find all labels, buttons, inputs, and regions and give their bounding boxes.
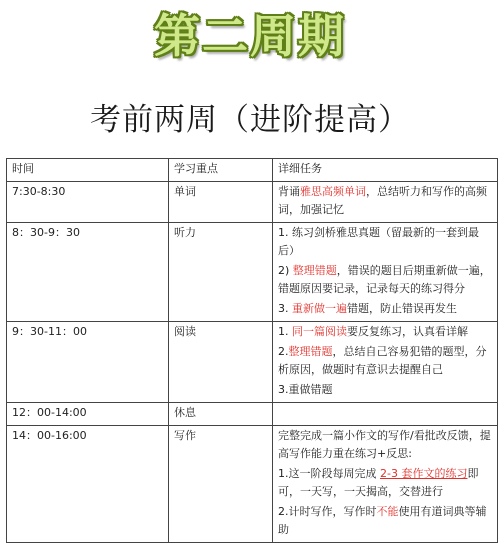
time-cell: 7:30-8:30 <box>7 182 169 223</box>
table-row <box>7 223 498 322</box>
time-cell: 14：00-16:00 <box>7 426 169 543</box>
detail-line <box>278 343 492 379</box>
detail-text: ，总结听力和写作的高频词，加强记忆 <box>278 185 487 216</box>
detail-text: 1. 练习剑桥雅思真题（留最新的一套到最后） <box>278 226 479 257</box>
detail-line <box>278 323 492 341</box>
detail-text: ，总结自己容易犯错的题型，分析原因，做题时有意识去提醒自己 <box>278 345 487 376</box>
detail-line <box>278 183 492 219</box>
detail-line <box>278 224 492 260</box>
detail-text: 1.这一阶段每周完成 <box>278 467 380 480</box>
focus-cell: 单词 <box>169 182 273 223</box>
header-detail: 详细任务 <box>273 159 498 182</box>
detail-text: 完整完成一篇小作文的写作/看批改反馈，提高写作能力重在练习+反思: <box>278 429 491 460</box>
focus-cell: 休息 <box>169 403 273 426</box>
focus-cell: 写作 <box>169 426 273 543</box>
header-focus: 学习重点 <box>169 159 273 182</box>
detail-line <box>278 427 492 463</box>
detail-cell <box>273 403 498 426</box>
week-title: 第二周期 <box>154 9 346 63</box>
detail-line <box>278 465 492 501</box>
table-row <box>7 182 498 223</box>
highlight-text: 雅思高频单词 <box>300 185 366 198</box>
detail-line <box>278 381 492 399</box>
detail-cell <box>273 182 498 223</box>
detail-text: 2) <box>278 264 293 277</box>
detail-text: 即可，一天写，一天揭高，交替进行 <box>278 467 479 498</box>
time-cell: 8：30-9：30 <box>7 223 169 322</box>
detail-cell <box>273 322 498 403</box>
highlight-text: 同一篇阅读 <box>292 325 347 338</box>
time-cell: 9：30-11：00 <box>7 322 169 403</box>
detail-cell <box>273 426 498 543</box>
detail-text: 2.计时写作，写作时 <box>278 505 377 518</box>
highlight-text: 整理错题 <box>288 345 333 358</box>
table-row <box>7 403 498 426</box>
study-plan-table <box>6 158 498 543</box>
detail-text: 错题，防止错误再发生 <box>347 302 457 315</box>
detail-text: 使用有道词典等辅助 <box>278 505 487 536</box>
table-row <box>7 426 498 543</box>
highlight-text: 不能 <box>376 505 399 518</box>
page-subtitle: 考前两周（进阶提高） <box>90 102 410 138</box>
detail-text: 1. <box>278 325 292 338</box>
highlight-text: 整理错题 <box>292 264 337 277</box>
detail-line <box>278 300 492 318</box>
highlight-text: 2-3 套作文的练习 <box>380 467 468 480</box>
detail-text: 背诵 <box>278 185 300 198</box>
detail-text: 3.重做错题 <box>278 383 333 396</box>
detail-line <box>278 262 492 298</box>
detail-line <box>278 503 492 539</box>
time-cell: 12：00-14:00 <box>7 403 169 426</box>
detail-text: 2. <box>278 345 289 358</box>
focus-cell: 听力 <box>169 223 273 322</box>
table-row <box>7 322 498 403</box>
table-header-row <box>7 159 498 182</box>
header-time: 时间 <box>7 159 169 182</box>
detail-text: ，错误的题目后期重新做一遍，错题原因要记录，记录每天的练习得分 <box>278 264 491 295</box>
detail-text: 要反复练习，认真看详解 <box>347 325 468 338</box>
detail-cell <box>273 223 498 322</box>
highlight-text: 重新做一遍 <box>292 302 347 315</box>
detail-text: 3. <box>278 302 292 315</box>
focus-cell: 阅读 <box>169 322 273 403</box>
